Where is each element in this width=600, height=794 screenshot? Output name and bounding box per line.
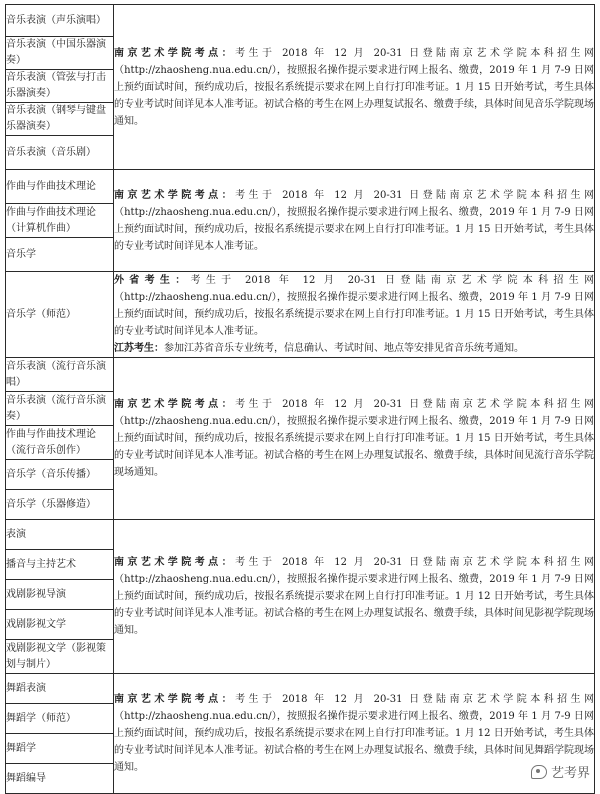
chat-bubble-icon [531, 765, 547, 779]
major-cell: 舞蹈学（师范） [6, 704, 114, 734]
info-cell [114, 674, 595, 794]
info-cell [114, 520, 595, 674]
major-cell: 音乐表演（流行音乐演唱） [6, 358, 114, 392]
venue-label: 南京艺术学院考点： [114, 47, 236, 59]
table-row [6, 170, 595, 204]
major-cell: 播音与主持艺术 [6, 550, 114, 580]
table-row [6, 674, 595, 704]
watermark [531, 762, 590, 781]
major-cell: 音乐表演（中国乐器演奏） [6, 37, 114, 70]
info-cell [114, 272, 595, 358]
major-cell: 戏剧影视文学 [6, 610, 114, 640]
major-cell: 舞蹈表演 [6, 674, 114, 704]
major-cell: 音乐表演（管弦与打击乐器演奏） [6, 70, 114, 103]
major-cell: 音乐学（师范） [6, 272, 114, 358]
major-cell: 戏剧影视文学（影视策划与制片） [6, 640, 114, 674]
major-cell: 音乐学 [6, 238, 114, 272]
venue-label: 外省考生： [114, 275, 191, 286]
info-text: 考生于 2018 年 12 月 20-31 日登陆南京艺术学院本科招生网（http://zhaosheng.nua.edu.cn/），按照报名操作提示要求进行网上报名、缴费，2019 年 1 月 7-9 日网上预约面试时间，预约成功后，按报名系统提示要求在网上自行打印准考证。1 月 15 日开始考试，考生具体的专业考试时间详见本人准考证。初试合格的考生在网上办理复试报名、缴费手续，具体时间见流行音乐学院现场通知。 [114, 399, 595, 478]
info-text: 考生于 2018 年 12 月 20-31 日登陆南京艺术学院本科招生网（http://zhaosheng.nua.edu.cn/），按照报名操作提示要求进行网上报名、缴费，2019 年 1 月 7-9 日网上预约面试时间，预约成功后，按报名系统提示要求在网上自行打印准考证。1 月 12 日开始考试，考生具体的专业考试时间详见本人准考证。初试合格的考生在网上办理复试报名、缴费手续，具体时间见舞蹈学院现场通知。 [114, 694, 595, 773]
major-cell: 音乐表演（钢琴与键盘乐器演奏） [6, 103, 114, 136]
venue-label: 南京艺术学院考点： [114, 694, 236, 705]
major-cell: 戏剧影视导演 [6, 580, 114, 610]
major-cell: 音乐表演（声乐演唱） [6, 5, 114, 37]
major-cell: 舞蹈编导 [6, 764, 114, 794]
info-cell [114, 170, 595, 272]
venue-label: 江苏考生： [114, 343, 164, 354]
venue-label: 南京艺术学院考点： [114, 189, 236, 201]
table-row [6, 5, 595, 37]
major-cell: 舞蹈学 [6, 734, 114, 764]
venue-label: 南京艺术学院考点： [114, 399, 236, 410]
venue-label: 南京艺术学院考点： [114, 557, 236, 568]
info-cell [114, 5, 595, 170]
major-cell: 音乐表演（流行音乐演奏） [6, 392, 114, 426]
watermark-text: 艺考界 [550, 766, 590, 781]
info-text: 参加江苏省音乐专业统考，信息确认、考试时间、地点等安排见省音乐统考通知。 [164, 343, 524, 354]
info-text: 考生于 2018 年 12 月 20-31 日登陆南京艺术学院本科招生网（http://zhaosheng.nua.edu.cn/），按照报名操作提示要求进行网上报名、缴费，2019 年 1 月 7-9 日网上预约面试时间，预约成功后，按报名系统提示要求在网上自行打印准考证。1 月 12 日开始考试，考生具体的专业考试时间详见本人准考证。初试合格的考生在网上办理复试报名、缴费手续，具体时间见影视学院现场通知。 [114, 557, 595, 636]
info-cell [114, 358, 595, 520]
info-text: 考生于 2018 年 12 月 20-31 日登陆南京艺术学院本科招生网（http://zhaosheng.nua.edu.cn/），按照报名操作提示要求进行网上报名、缴费，2019 年 1 月 7-9 日网上预约面试时间，预约成功后，按报名系统提示要求在网上自行打印准考证。1 月 15 日开始考试，考生具体的专业考试时间详见本人准考证。 [114, 189, 595, 252]
table-row [6, 520, 595, 550]
table-row [6, 358, 595, 392]
major-cell: 音乐学（音乐传播） [6, 460, 114, 490]
major-cell: 音乐表演（音乐剧） [6, 136, 114, 170]
major-cell: 音乐学（乐器修造） [6, 490, 114, 520]
exam-schedule-table [5, 4, 595, 794]
major-cell: 作曲与作曲技术理论（计算机作曲） [6, 204, 114, 238]
table-row [6, 272, 595, 358]
major-cell: 作曲与作曲技术理论（流行音乐创作） [6, 426, 114, 460]
major-cell: 作曲与作曲技术理论 [6, 170, 114, 204]
major-cell: 表演 [6, 520, 114, 550]
info-text: 考生于 2018 年 12 月 20-31 日登陆南京艺术学院本科招生网（http://zhaosheng.nua.edu.cn/），按照报名操作提示要求进行网上报名、缴费，2019 年 1 月 7-9 日网上预约面试时间，预约成功后，按报名系统提示要求在网上自行打印准考证。1 月 15 日开始考试，考生具体的专业考试时间详见本人准考证。 [114, 275, 595, 337]
info-text: 考生于 2018 年 12 月 20-31 日登陆南京艺术学院本科招生网（http://zhaosheng.nua.edu.cn/），按照报名操作提示要求进行网上报名、缴费，2019 年 1 月 7-9 日网上预约面试时间，预约成功后，按报名系统提示要求在网上自行打印准考证。1 月 15 日开始考试，考生具体的专业考试时间详见本人准考证。初试合格的考生在网上办理复试报名、缴费手续，具体时间见音乐学院现场通知。 [114, 47, 595, 127]
